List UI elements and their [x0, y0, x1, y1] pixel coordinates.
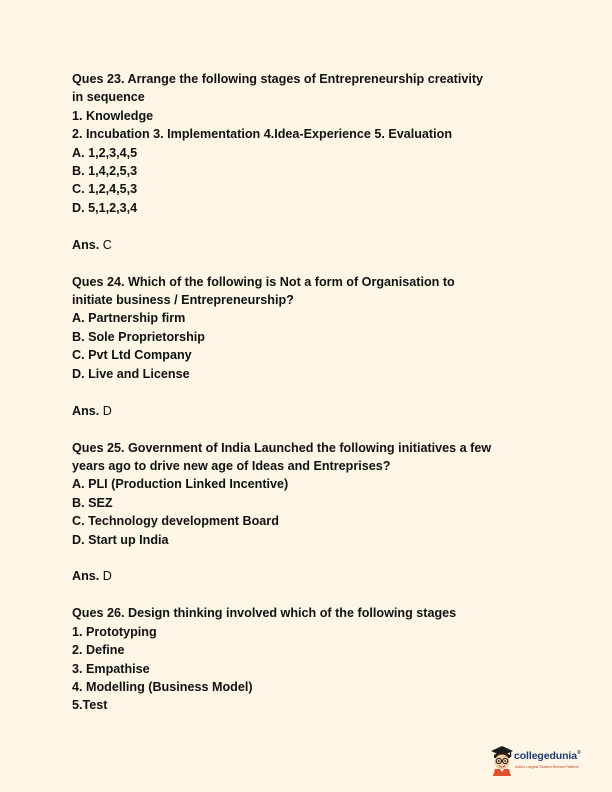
- answer-label: Ans.: [72, 569, 100, 584]
- option-line: 1. Prototyping: [72, 624, 157, 639]
- question-text: in sequence: [72, 90, 145, 105]
- question-text: Ques 24. Which of the following is Not a form of Organisation to: [72, 274, 455, 289]
- option-line: 5.Test: [72, 698, 108, 713]
- option-line: D. 5,1,2,3,4: [72, 200, 138, 215]
- answer-value: D: [102, 569, 112, 584]
- question-24: [72, 273, 552, 383]
- option-line: 2. Incubation 3. Implementation 4.Idea-Experience 5. Evaluation: [72, 127, 453, 142]
- option-line: B. 1,4,2,5,3: [72, 164, 138, 179]
- option-line: C. Pvt Ltd Company: [72, 348, 192, 363]
- option-line: D. Live and License: [72, 366, 190, 381]
- option-line: 2. Define: [72, 643, 125, 658]
- answer-24: [72, 402, 552, 420]
- option-line: A. PLI (Production Linked Incentive): [72, 477, 289, 492]
- question-text: Ques 26. Design thinking involved which of the following stages: [72, 606, 457, 621]
- answer-label: Ans.: [72, 237, 100, 252]
- question-text: initiate business / Entrepreneurship?: [72, 293, 294, 308]
- option-line: 4. Modelling (Business Model): [72, 679, 253, 694]
- document-page: [72, 70, 552, 733]
- answer-25: [72, 567, 552, 585]
- logo-brand-text: collegedunia®: [514, 750, 581, 762]
- answer-value: D: [102, 403, 112, 418]
- student-mascot-icon: [490, 744, 514, 776]
- question-26: [72, 604, 552, 714]
- question-text: years ago to drive new age of Ideas and Entreprises?: [72, 458, 391, 473]
- option-line: C. Technology development Board: [72, 514, 279, 529]
- question-text: Ques 23. Arrange the following stages of Entrepreneurship creativity: [72, 72, 484, 86]
- collegedunia-logo: [490, 744, 600, 780]
- option-line: B. SEZ: [72, 495, 113, 510]
- option-line: B. Sole Proprietorship: [72, 329, 205, 344]
- option-line: 3. Empathise: [72, 661, 150, 676]
- question-text: Ques 25. Government of India Launched the following initiatives a few: [72, 440, 492, 455]
- question-25: [72, 439, 552, 549]
- answer-label: Ans.: [72, 403, 100, 418]
- option-line: 1. Knowledge: [72, 108, 154, 123]
- answer-value: C: [102, 237, 112, 252]
- option-line: A. 1,2,3,4,5: [72, 145, 138, 160]
- option-line: A. Partnership firm: [72, 311, 186, 326]
- option-line: C. 1,2,4,5,3: [72, 182, 138, 197]
- question-23: [72, 70, 552, 217]
- answer-23: [72, 236, 552, 254]
- logo-tagline: India's Largest Student Review Platform: [515, 765, 579, 769]
- option-line: D. Start up India: [72, 532, 169, 547]
